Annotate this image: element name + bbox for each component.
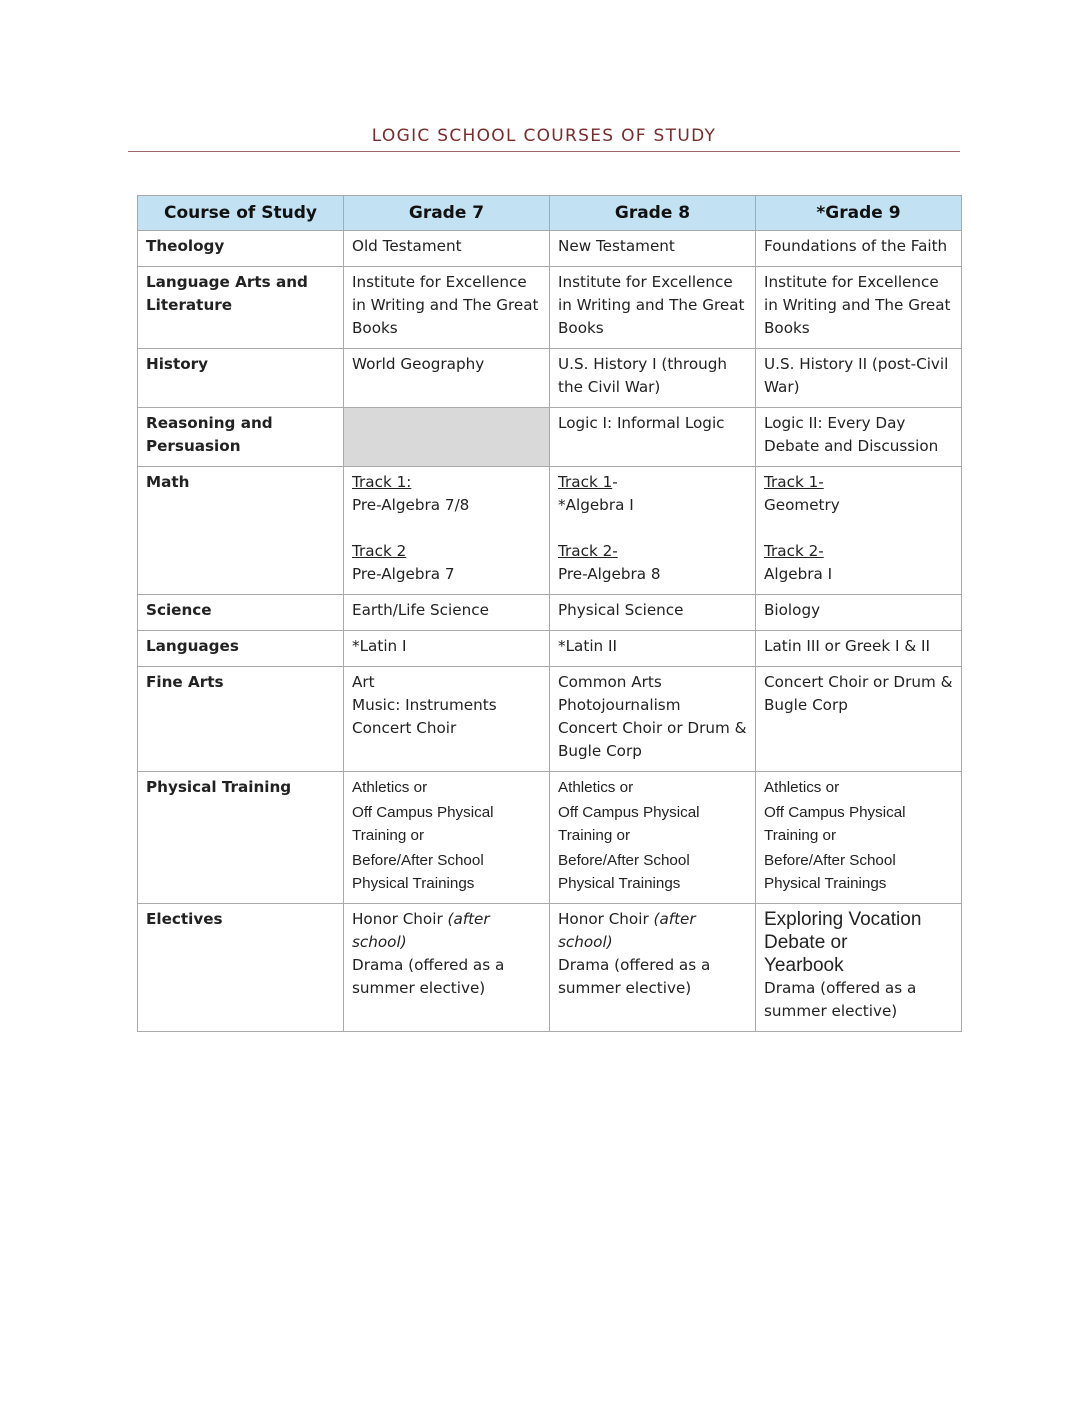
spacer [558,517,748,540]
course-line: Concert Choir [352,719,457,737]
grade-8-cell [550,904,756,1032]
subject-cell: Physical Training [138,772,344,904]
course-line: Concert Choir or Drum & Bugle Corp [558,719,747,760]
grade-9-cell [756,904,962,1032]
grade-9-cell: Institute for Excellence in Writing and The Great Books [756,267,962,349]
grade-9-cell: Biology [756,595,962,631]
subject-cell: Electives [138,904,344,1032]
grade-8-cell: *Latin II [550,631,756,667]
subject-cell: Math [138,467,344,595]
table-row-language-arts [138,267,962,349]
track-1-course: *Algebra I [558,496,634,514]
track-2-course: Algebra I [764,565,833,583]
subject-cell: Theology [138,231,344,267]
track-1-course: Pre-Algebra 7/8 [352,496,470,514]
spacer [764,517,954,540]
table-row-physical-training [138,772,962,904]
title-divider [128,151,960,152]
header-grade-8: Grade 8 [550,196,756,231]
course-line: Before/After School Physical Trainings [764,852,896,892]
grade-8-cell: New Testament [550,231,756,267]
grade-8-cell: U.S. History I (through the Civil War) [550,349,756,408]
course-line: Off Campus Physical Training or [558,804,700,844]
track-2-label: Track 2- [764,542,824,560]
track-2-course: Pre-Algebra 7 [352,565,455,583]
table-row-history [138,349,962,408]
course-line: Photojournalism [558,696,681,714]
spacer [352,517,542,540]
course-line: Debate or [764,932,848,953]
drama-text: Drama (offered as a summer elective) [558,956,711,997]
track-1-label: Track 1 [558,473,613,491]
grade-8-cell [550,772,756,904]
grade-7-empty-cell [344,408,550,467]
grade-8-cell: Physical Science [550,595,756,631]
table-row-reasoning [138,408,962,467]
header-course-of-study: Course of Study [138,196,344,231]
course-line: Athletics or [558,779,634,796]
header-grade-7: Grade 7 [344,196,550,231]
course-line: Before/After School Physical Trainings [352,852,484,892]
grade-7-cell: Earth/Life Science [344,595,550,631]
grade-8-cell [550,667,756,772]
course-line: Before/After School Physical Trainings [558,852,690,892]
course-line: Common Arts [558,673,662,691]
grade-9-cell: Foundations of the Faith [756,231,962,267]
track-1-label: Track 1- [764,473,824,491]
table-row-math [138,467,962,595]
grade-8-cell [550,467,756,595]
grade-9-cell [756,467,962,595]
subject-cell: Languages [138,631,344,667]
courses-table [137,195,962,1032]
course-line: Concert Choir or Drum & Bugle Corp [764,673,953,714]
honor-choir-text: Honor Choir [352,910,448,928]
honor-choir-note: (after school) [558,910,696,951]
track-1-course: Geometry [764,496,840,514]
track-1-suffix: - [612,473,618,491]
course-line: Art [352,673,375,691]
grade-8-cell: Logic I: Informal Logic [550,408,756,467]
grade-9-cell [756,772,962,904]
drama-text: Drama (offered as a summer elective) [764,979,917,1020]
grade-9-cell: Logic II: Every Day Debate and Discussion [756,408,962,467]
grade-7-cell: *Latin I [344,631,550,667]
grade-7-cell [344,667,550,772]
course-line: Athletics or [764,779,840,796]
table-row-languages [138,631,962,667]
course-line: Music: Instruments [352,696,497,714]
subject-cell: Fine Arts [138,667,344,772]
subject-cell: History [138,349,344,408]
table-row-electives [138,904,962,1032]
grade-7-cell [344,772,550,904]
course-line: Off Campus Physical Training or [764,804,906,844]
drama-text: Drama (offered as a summer elective) [352,956,505,997]
grade-9-cell: U.S. History II (post-Civil War) [756,349,962,408]
track-1-label: Track 1: [352,473,412,491]
grade-9-cell [756,667,962,772]
course-line: Athletics or [352,779,428,796]
grade-7-cell: Old Testament [344,231,550,267]
grade-9-cell: Latin III or Greek I & II [756,631,962,667]
grade-7-cell [344,467,550,595]
honor-choir-note: (after school) [352,910,490,951]
header-grade-9: *Grade 9 [756,196,962,231]
grade-8-cell: Institute for Excellence in Writing and The Great Books [550,267,756,349]
table-row-science [138,595,962,631]
course-line: Off Campus Physical Training or [352,804,494,844]
track-2-course: Pre-Algebra 8 [558,565,661,583]
grade-7-cell [344,904,550,1032]
honor-choir-text: Honor Choir [558,910,654,928]
track-2-label: Track 2 [352,542,407,560]
page-title: LOGIC SCHOOL COURSES OF STUDY [371,126,717,146]
subject-cell: Science [138,595,344,631]
subject-cell: Reasoning and Persuasion [138,408,344,467]
table-row-theology [138,231,962,267]
grade-7-cell: Institute for Excellence in Writing and The Great Books [344,267,550,349]
track-2-label: Track 2- [558,542,618,560]
header-row [138,196,962,231]
course-line: Yearbook [764,955,844,976]
course-line: Exploring Vocation [764,909,922,930]
grade-7-cell: World Geography [344,349,550,408]
subject-cell: Language Arts and Literature [138,267,344,349]
table-row-fine-arts [138,667,962,772]
